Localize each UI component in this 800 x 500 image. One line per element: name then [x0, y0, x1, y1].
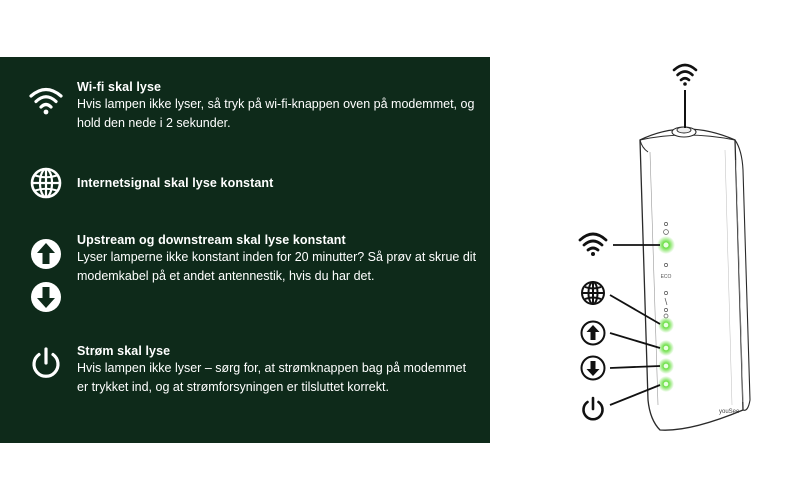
top-wifi-icon: [674, 65, 696, 86]
led-power: [658, 376, 674, 392]
wifi-icon: [28, 82, 64, 118]
globe-icon: [28, 165, 64, 201]
eco-label: ECO: [660, 274, 672, 280]
side-wifi-icon: [580, 234, 606, 256]
side-downstream-icon: [582, 357, 605, 380]
internet-title: Internetsignal skal lyse konstant: [77, 176, 274, 190]
wifi-body: Hvis lampen ikke lyser, så tryk på wi-fi-knappen oven på modemmet, og hold den nede i 2 sekunder.: [77, 97, 475, 130]
upstream-downstream-body: Lyser lamperne ikke konstant inden for 20 minutter? Så prøv at skrue dit modemkabel på et andet antennestik, hvis du har det.: [77, 250, 477, 283]
downstream-icon: [28, 279, 64, 315]
modem-body: [640, 129, 750, 430]
led-upstream: [658, 340, 674, 356]
instruction-panel: [0, 57, 490, 443]
led-internet: [658, 317, 674, 333]
upstream-downstream-title: Upstream og downstream skal lyse konstant: [77, 233, 346, 247]
wifi-title: Wi-fi skal lyse: [77, 80, 162, 94]
modem-wifi-button: [672, 127, 696, 137]
power-title: Strøm skal lyse: [77, 344, 171, 358]
led-downstream: [658, 358, 674, 374]
power-icon: [28, 345, 64, 381]
modem-diagram: [500, 0, 800, 500]
brand-label: youSee: [719, 409, 740, 415]
upstream-icon: [28, 236, 64, 272]
side-globe-icon: [582, 282, 604, 304]
power-body: Hvis lampen ikke lyser – sørg for, at strømknappen bag på modemmet er trykket ind, og at strømforsyningen er tilsluttet korrekt.: [77, 361, 467, 394]
side-upstream-icon: [582, 322, 605, 345]
side-power-icon: [584, 398, 603, 419]
